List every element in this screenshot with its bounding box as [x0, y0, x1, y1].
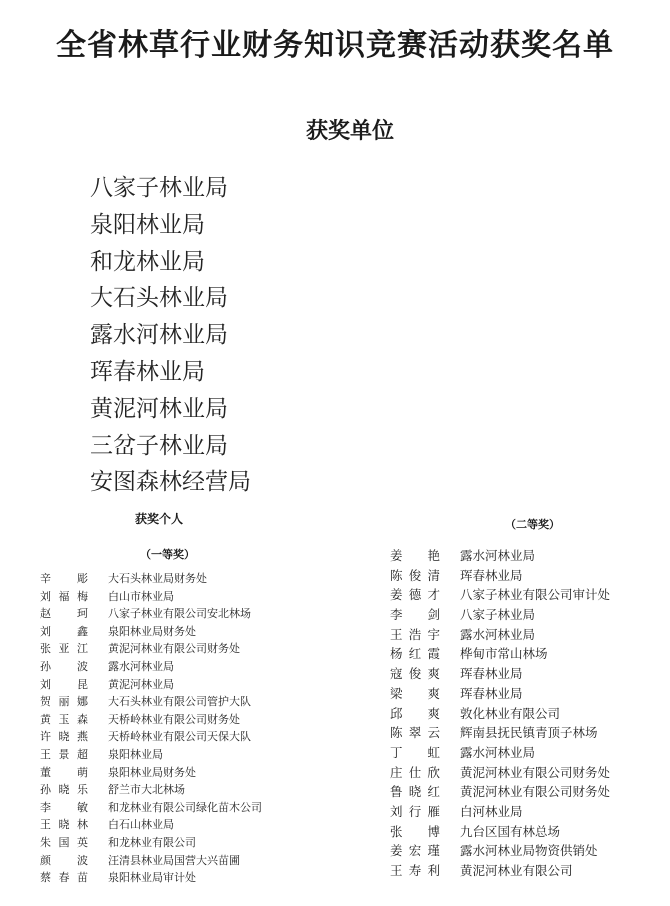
winner-name: 朱国英	[40, 835, 88, 849]
winner-name: 贺丽娜	[40, 695, 88, 709]
winner-name: 陈俊清	[390, 567, 440, 583]
winner-name: 鲁晓红	[390, 784, 440, 800]
winner-name: 张亚江	[40, 642, 88, 656]
winner-row	[40, 799, 262, 817]
winner-name: 庄仕欣	[390, 764, 440, 780]
award-unit-item: 泉阳林业局	[90, 211, 205, 238]
winner-row	[390, 585, 610, 605]
winner-organization: 露水河林业局	[460, 548, 536, 563]
winner-name: 刘行雁	[390, 803, 440, 819]
winner-row	[40, 869, 262, 887]
winner-row	[40, 605, 262, 623]
winner-name: 姜德才	[390, 587, 440, 603]
winner-row	[390, 802, 610, 822]
winner-row	[390, 782, 610, 802]
winner-name: 姜 艳	[390, 548, 440, 563]
first-prize-heading: （一等奖）	[140, 548, 195, 561]
winner-organization: 露水河林业局物资供销处	[460, 843, 598, 859]
winner-organization: 八家子林业有限公司审计处	[460, 587, 611, 603]
winner-name: 寇俊爽	[390, 666, 440, 682]
winner-organization: 泉阳林业局财务处	[108, 765, 196, 779]
award-unit-item: 露水河林业局	[90, 322, 228, 349]
second-prize-heading: （二等奖）	[505, 518, 560, 531]
winner-row	[40, 658, 262, 676]
winner-name: 杨红霞	[390, 646, 440, 662]
winner-row	[40, 764, 262, 782]
award-unit-item: 和龙林业局	[90, 248, 205, 275]
units-heading: 获奖单位	[305, 119, 394, 144]
winner-organization: 八家子林业有限公司安北林场	[108, 607, 251, 621]
winner-name: 王晓林	[40, 818, 88, 832]
first-prize-list	[40, 570, 262, 887]
winner-name: 李 敏	[40, 800, 88, 814]
winner-name: 邱 爽	[390, 705, 440, 721]
winner-organization: 天桥岭林业有限公司财务处	[108, 712, 240, 726]
winner-organization: 珲春林业局	[460, 666, 523, 682]
winner-row	[40, 570, 262, 588]
winner-name: 王浩宇	[390, 626, 440, 642]
winner-organization: 白山市林业局	[108, 589, 174, 603]
winner-organization: 黄泥河林业有限公司财务处	[108, 642, 240, 656]
winner-row	[390, 841, 610, 861]
winner-row	[390, 743, 610, 763]
winner-name: 刘福梅	[40, 589, 88, 603]
winner-row	[390, 861, 610, 881]
winner-row	[40, 711, 262, 729]
winner-name: 梁 爽	[390, 685, 440, 701]
winner-row	[390, 605, 610, 625]
award-unit-item: 珲春林业局	[90, 358, 205, 385]
winner-organization: 汪清县林业局国营大兴苗圃	[108, 853, 240, 867]
award-unit-item: 安图森林经营局	[90, 469, 251, 496]
winner-organization: 露水河林业局	[460, 744, 536, 760]
winner-organization: 露水河林业局	[108, 659, 174, 673]
winner-organization: 白石山林业局	[108, 818, 174, 832]
winner-row	[390, 684, 610, 704]
winner-row	[40, 588, 262, 606]
winner-organization: 黄泥河林业有限公司财务处	[460, 784, 611, 800]
winner-name: 董 萌	[40, 765, 88, 779]
winner-row	[40, 816, 262, 834]
winner-organization: 舒兰市大北林场	[108, 783, 185, 797]
winner-name: 颜 波	[40, 853, 88, 867]
winner-row	[40, 623, 262, 641]
winner-organization: 白河林业局	[460, 803, 523, 819]
page-title: 全省林草行业财务知识竞赛活动获奖名单	[56, 28, 614, 63]
winner-row	[390, 546, 610, 566]
award-unit-item: 三岔子林业局	[90, 432, 228, 459]
winner-organization: 桦甸市常山林场	[460, 646, 548, 662]
winner-organization: 辉南县抚民镇青顶子林场	[460, 725, 598, 741]
winner-name: 张 博	[390, 823, 440, 839]
second-prize-list	[390, 546, 610, 881]
winner-row	[40, 693, 262, 711]
persons-heading: 获奖个人	[135, 512, 184, 526]
winner-organization: 敦化林业有限公司	[460, 705, 561, 721]
winner-name: 陈翠云	[390, 725, 440, 741]
award-unit-item: 八家子林业局	[90, 175, 228, 201]
winner-row	[390, 625, 610, 645]
winner-organization: 九台区国有林总场	[460, 823, 561, 839]
winner-name: 辛 彫	[40, 572, 88, 585]
winner-organization: 泉阳林业局财务处	[108, 624, 196, 638]
winner-row	[390, 723, 610, 743]
winner-row	[390, 763, 610, 783]
winner-row	[40, 852, 262, 870]
winner-row	[40, 781, 262, 799]
winner-organization: 天桥岭林业有限公司天保大队	[108, 730, 251, 744]
winner-organization: 和龙林业有限公司绿化苗木公司	[108, 800, 262, 814]
winner-row	[40, 676, 262, 694]
winner-organization: 黄泥河林业局	[108, 677, 174, 691]
winner-organization: 黄泥河林业有限公司	[460, 863, 573, 878]
winner-organization: 大石头林业局财务处	[108, 572, 207, 585]
award-unit-item: 黄泥河林业局	[90, 395, 228, 422]
winner-organization: 珲春林业局	[460, 685, 523, 701]
winner-row	[390, 704, 610, 724]
winner-name: 李 剑	[390, 607, 440, 623]
winner-row	[390, 644, 610, 664]
winner-organization: 泉阳林业局	[108, 747, 163, 761]
winner-row	[390, 822, 610, 842]
winner-organization: 和龙林业有限公司	[108, 835, 196, 849]
winner-name: 黄玉森	[40, 712, 88, 726]
winner-name: 蔡春苗	[40, 871, 88, 885]
winner-row	[390, 664, 610, 684]
winner-row	[40, 728, 262, 746]
winner-row	[40, 746, 262, 764]
winner-organization: 珲春林业局	[460, 567, 523, 583]
winner-name: 孙晓乐	[40, 783, 88, 797]
winner-organization: 露水河林业局	[460, 626, 536, 642]
winner-row	[390, 566, 610, 586]
winner-organization: 黄泥河林业有限公司财务处	[460, 764, 611, 780]
winner-name: 王寿利	[390, 863, 440, 878]
winner-name: 王景超	[40, 747, 88, 761]
winner-name: 刘 鑫	[40, 624, 88, 638]
winner-name: 孙 波	[40, 659, 88, 673]
winner-row	[40, 640, 262, 658]
winner-name: 许晓燕	[40, 730, 88, 744]
winner-name: 姜宏瑾	[390, 843, 440, 859]
winner-organization: 大石头林业有限公司管护大队	[108, 695, 251, 709]
award-unit-item: 大石头林业局	[90, 285, 228, 312]
winner-row	[40, 834, 262, 852]
winner-organization: 泉阳林业局审计处	[108, 871, 196, 885]
winner-organization: 八家子林业局	[460, 607, 536, 623]
winner-name: 赵 珂	[40, 607, 88, 621]
award-units-list	[90, 170, 251, 501]
winner-name: 刘 昆	[40, 677, 88, 691]
winner-name: 丁 虹	[390, 744, 440, 760]
